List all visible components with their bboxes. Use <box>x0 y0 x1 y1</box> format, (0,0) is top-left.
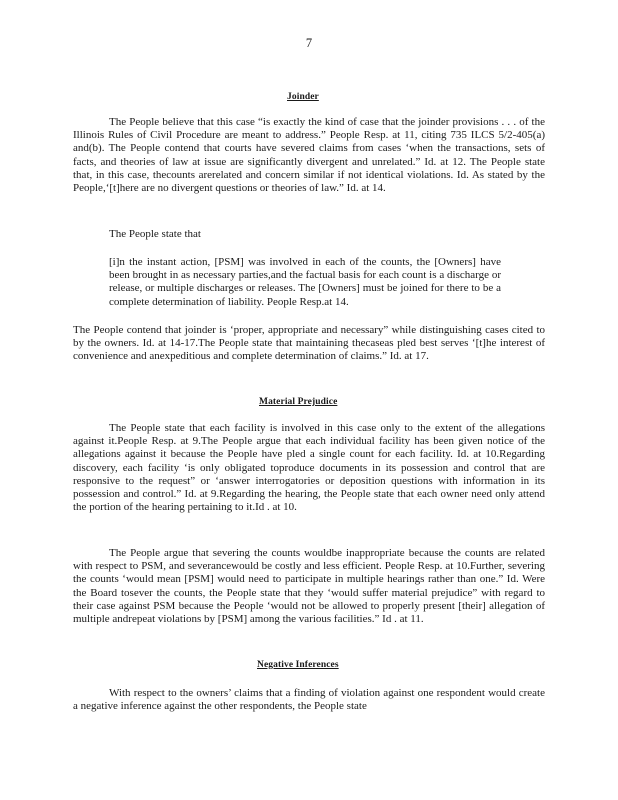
heading-material-prejudice: Material Prejudice <box>259 397 338 407</box>
material-prejudice-paragraph-2: The People argue that severing the counts wouldbe inappropriate because the counts are related with respect to PSM, and severancewould be costly and less efficient. People Resp. at 10.Further, severing the counts ‘would mean [PSM] would need to participate in multiple hearings rather than one.” Id. Were the Board tosever the counts, the People state that they ‘would suffer material prejudice” with regard to their case against PSM because the People ‘would not be allowed to properly present [their] allegation of multiple andrepeat violations by [PSM] among the various facilities.” Id . at 11. <box>73 547 545 626</box>
heading-negative-inferences: Negative Inferences <box>257 660 339 670</box>
block-quote: [i]n the instant action, [PSM] was involved in each of the counts, the [Owners] have been brought in as necessary parties,and the factual basis for each count is a discharge or release, or multiple discharges or releases. The [Owners] must be joined for there to be a complete determination of liability. People Resp.at 14. <box>109 256 501 308</box>
page-number: 7 <box>305 36 313 50</box>
joinder-paragraph-3: The People contend that joinder is ‘proper, appropriate and necessary” while distinguishing cases cited to by the owners. Id. at 14-17.The People state that maintaining thecaseas pled best serves ‘[t]he interest of convenience and anexpeditious and complete determination of claims.” Id. at 17. <box>73 324 545 363</box>
joinder-paragraph-2: The People state that <box>109 228 201 240</box>
heading-joinder: Joinder <box>287 92 319 102</box>
joinder-paragraph-1: The People believe that this case “is exactly the kind of case that the joinder provisions . . . of the Illinois Rules of Civil Procedure are meant to address.” People Resp. at 11, citing 735 ILCS 5/2-405(a) and(b). The People contend that courts have severed claims from cases ‘when the transactions, sets of facts, and theories of law at issue are significantly divergent and unrelated.” Id. at 12. The People state that, in this case, thecounts arerelated and concern similar if not identical violations. Id. As stated by the People,‘[t]here are no divergent questions or theories of law.” Id. at 14. <box>73 116 545 195</box>
material-prejudice-paragraph-1: The People state that each facility is involved in this case only to the extent of the allegations against it.People Resp. at 9.The People argue that each individual facility has been given notice of the allegations against it because the People have pled a single count for each facility. Id. at 10.Regarding discovery, each facility ‘is only obligated toproduce documents in its possession and control that are responsive to the request” or ‘answer interrogatories or deposition questions with information in its possession and control.” Id. at 9.Regarding the hearing, the People state that each owner need only attend the portion of the hearing pertaining to it.Id . at 10. <box>73 422 545 514</box>
negative-inferences-paragraph-1: With respect to the owners’ claims that a finding of violation against one respondent would create a negative inference against the other respondents, the People state <box>73 687 545 713</box>
